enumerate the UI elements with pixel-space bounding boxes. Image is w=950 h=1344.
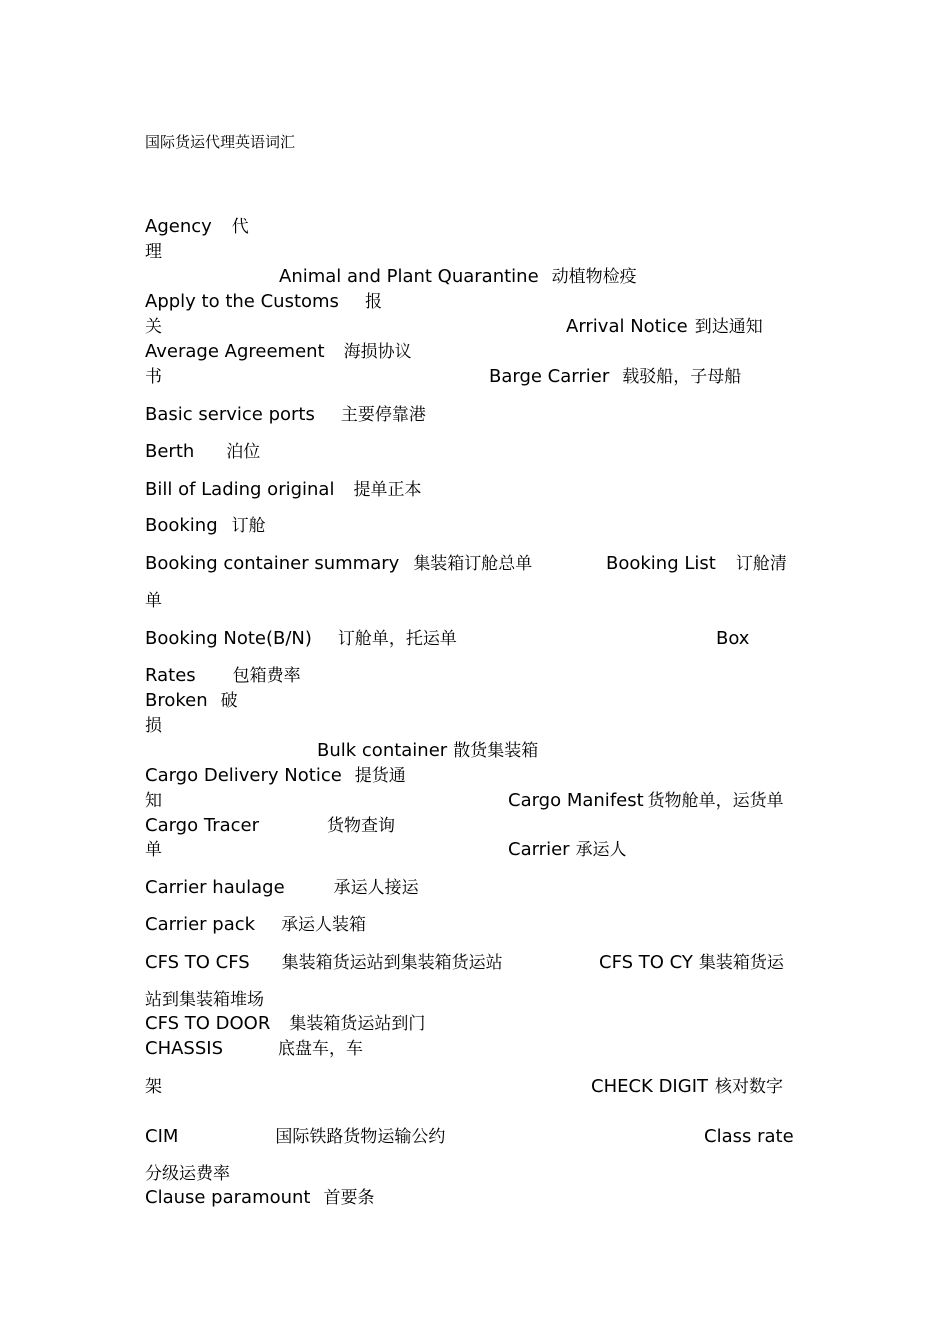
term-zh: 集装箱订舱总单	[413, 554, 533, 574]
term-en: Rates	[145, 665, 196, 686]
entry-broken-wrap: 损	[145, 716, 162, 736]
term-en: Carrier pack	[145, 914, 256, 935]
term-en: Cargo Tracer	[145, 815, 259, 836]
entry-cfs-to-cy	[599, 951, 784, 975]
term-zh: 承运人接运	[333, 878, 419, 898]
term-en: CFS TO DOOR	[145, 1013, 271, 1034]
entry-box-rates-wrap	[145, 664, 301, 688]
term-zh: 订舱清	[735, 554, 787, 574]
term-en: Booking container summary	[145, 553, 400, 574]
entry-arrival	[566, 315, 763, 339]
term-en: Average Agreement	[145, 341, 325, 362]
term-zh: 提单正本	[353, 480, 422, 500]
term-zh: 破	[220, 691, 238, 711]
term-en: Agency	[145, 216, 212, 237]
entry-box-rates: Box	[716, 628, 750, 649]
term-zh: 动植物检疫	[551, 267, 637, 287]
entry-booking-note	[145, 627, 457, 651]
term-zh: 集装箱货运站到集装箱货运站	[281, 953, 503, 973]
entry-cargo-tracer-wrap: 单	[145, 840, 162, 860]
entry-carrier-pack	[145, 913, 366, 937]
entry-carrier-haulage	[145, 876, 419, 900]
entry-berth	[145, 440, 260, 464]
entry-cargo-delivery	[145, 764, 406, 788]
term-en: Bill of Lading original	[145, 479, 335, 500]
term-en: Clause paramount	[145, 1187, 311, 1208]
entry-cargo-delivery-wrap: 知	[145, 791, 162, 811]
term-en: Apply to the Customs	[145, 291, 339, 312]
term-en: Arrival Notice	[566, 316, 688, 337]
entry-average	[145, 340, 412, 364]
term-zh: 货物查询	[327, 816, 395, 836]
entry-booking	[145, 514, 266, 538]
term-zh: 载驳船，子母船	[622, 367, 742, 387]
term-zh: 集装箱货运站到门	[289, 1014, 426, 1034]
term-en: CHASSIS	[145, 1038, 224, 1059]
term-zh: 货物舱单，运货单	[647, 791, 784, 811]
entry-cargo-manifest	[508, 789, 784, 813]
entry-cfs-to-cfs	[145, 951, 503, 975]
entry-ports	[145, 403, 426, 427]
term-zh: 代	[231, 217, 249, 237]
term-en: Booking Note(B/N)	[145, 628, 312, 649]
entry-booking-summary	[145, 552, 532, 576]
term-en: Booking	[145, 515, 218, 536]
entry-average-wrap: 书	[145, 367, 162, 387]
entry-quarantine	[279, 265, 637, 289]
entry-check-digit	[591, 1075, 783, 1099]
term-en: Basic service ports	[145, 404, 315, 425]
entry-cfs-to-cy-wrap: 站到集装箱堆场	[145, 990, 264, 1010]
term-zh: 首要条	[323, 1188, 375, 1208]
term-zh: 报	[364, 292, 382, 312]
entry-carrier	[508, 838, 627, 862]
term-en: Cargo Manifest	[508, 790, 644, 811]
term-en: Cargo Delivery Notice	[145, 765, 342, 786]
entry-class-rate: Class rate	[704, 1126, 794, 1147]
term-zh: 底盘车，车	[278, 1039, 364, 1059]
term-en: CFS TO CFS	[145, 952, 250, 973]
entry-cfs-to-door	[145, 1012, 425, 1036]
entry-clause-paramount	[145, 1186, 375, 1210]
term-en: CIM	[145, 1126, 179, 1147]
term-en: CHECK DIGIT	[591, 1076, 708, 1097]
term-zh: 国际铁路货物运输公约	[275, 1127, 446, 1147]
entry-agency-wrap: 理	[145, 242, 162, 262]
term-zh: 核对数字	[715, 1077, 783, 1097]
term-en: Carrier haulage	[145, 877, 285, 898]
term-zh: 包箱费率	[232, 666, 301, 686]
term-en: CFS TO CY	[599, 952, 693, 973]
entry-customs	[145, 290, 382, 314]
term-zh: 主要停靠港	[340, 405, 426, 425]
entry-barge	[489, 365, 741, 389]
entry-bulk	[317, 739, 538, 763]
term-zh: 集装箱货运	[698, 953, 784, 973]
entry-chassis	[145, 1037, 363, 1061]
term-en: Barge Carrier	[489, 366, 610, 387]
term-zh: 订舱	[231, 516, 266, 536]
term-zh: 散货集装箱	[453, 741, 539, 761]
entry-booking-list	[606, 552, 787, 576]
entry-bl-original	[145, 478, 421, 502]
entry-booking-list-wrap: 单	[145, 591, 162, 611]
term-zh: 订舱单，托运单	[337, 629, 457, 649]
document-title: 国际货运代理英语词汇	[145, 133, 296, 151]
entry-customs-wrap: 关	[145, 317, 162, 337]
term-zh: 承运人	[575, 840, 627, 860]
term-zh: 到达通知	[694, 317, 763, 337]
term-zh: 承运人装箱	[281, 915, 367, 935]
entry-agency	[145, 215, 249, 239]
entry-chassis-wrap: 架	[145, 1077, 162, 1097]
term-en: Berth	[145, 441, 195, 462]
entry-broken	[145, 689, 238, 713]
entry-cargo-tracer	[145, 814, 395, 838]
term-en: Bulk container	[317, 740, 448, 761]
entry-class-rate-wrap: 分级运费率	[145, 1164, 230, 1184]
term-zh: 海损协议	[343, 342, 412, 362]
term-en: Booking List	[606, 553, 716, 574]
term-en: Carrier	[508, 839, 570, 860]
term-en: Broken	[145, 690, 208, 711]
entry-cim	[145, 1125, 445, 1149]
term-zh: 提货通	[354, 766, 406, 786]
term-en: Animal and Plant Quarantine	[279, 266, 539, 287]
term-zh: 泊位	[226, 442, 261, 462]
